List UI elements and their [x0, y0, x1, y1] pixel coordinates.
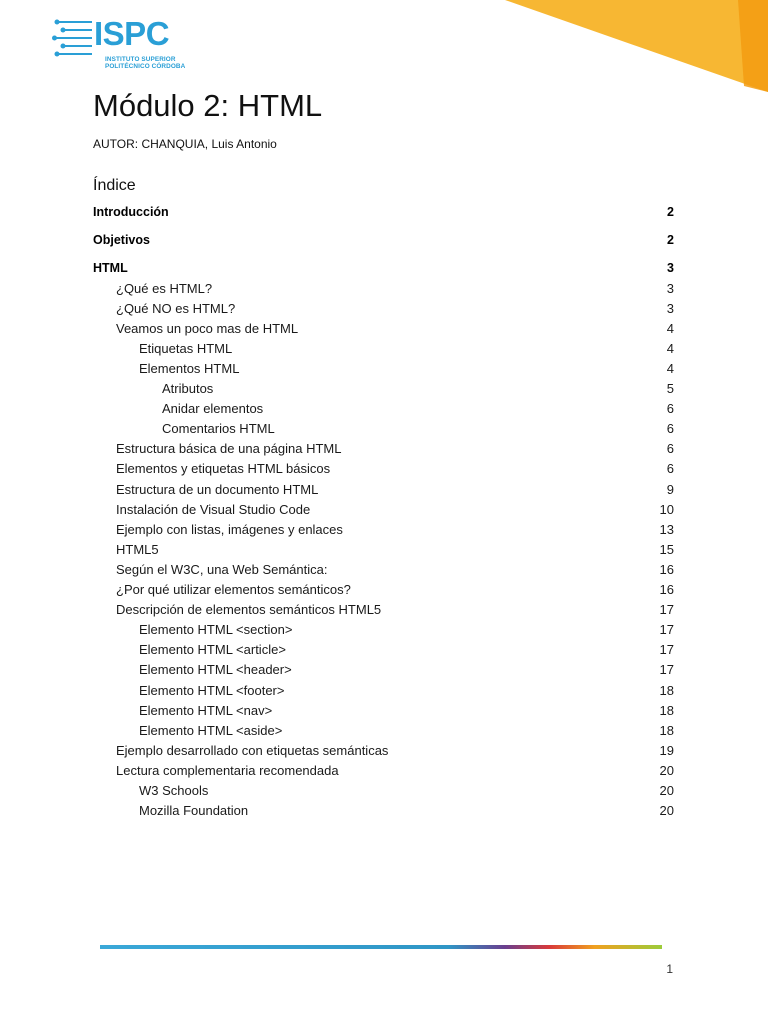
toc-entry-label: Ejemplo desarrollado con etiquetas semánticas — [116, 742, 389, 758]
toc-entry-page: 9 — [666, 481, 674, 497]
toc-entry-page: 5 — [666, 381, 674, 396]
toc-entry[interactable] — [139, 802, 674, 820]
toc-entry-label: Ejemplo con listas, imágenes y enlaces — [116, 521, 343, 537]
toc-entry-page: 16 — [659, 582, 674, 597]
document-title: Módulo 2: HTML — [93, 88, 323, 123]
toc-entry-label: Lectura complementaria recomendada — [116, 762, 339, 778]
toc-entry-page: 19 — [659, 742, 674, 758]
toc-entry[interactable] — [116, 581, 674, 599]
toc-entry-label: Introducción — [93, 205, 169, 219]
toc-entry[interactable] — [116, 299, 674, 317]
toc-entry[interactable] — [116, 761, 674, 779]
toc-entry-page: 17 — [659, 662, 674, 678]
toc-entry[interactable] — [139, 359, 674, 377]
toc-entry-page: 6 — [666, 401, 674, 417]
toc-entry-label: Etiquetas HTML — [139, 340, 233, 356]
toc-entry-label: Objetivos — [93, 233, 150, 247]
toc-entry[interactable] — [116, 520, 674, 538]
logo-subtitle-line2: POLITÉCNICO CÓRDOBA — [105, 63, 186, 70]
toc-entry[interactable] — [116, 560, 674, 578]
toc-entry[interactable] — [93, 231, 674, 249]
toc-entry-page: 20 — [659, 803, 674, 819]
toc-entry[interactable] — [116, 460, 674, 478]
toc-entry-label: Anidar elementos — [162, 401, 264, 417]
toc-entry-label: ¿Qué es HTML? — [116, 280, 213, 296]
toc-entry-label: Elemento HTML <header> — [139, 662, 292, 678]
toc-entry[interactable] — [139, 641, 674, 659]
toc-entry-page: 18 — [659, 702, 674, 718]
toc-entry-label: Según el W3C, una Web Semántica: — [116, 561, 328, 577]
toc-entry[interactable] — [116, 540, 674, 558]
toc-entry-label: ¿Por qué utilizar elementos semánticos? — [116, 582, 351, 597]
toc-entry-page: 3 — [667, 261, 674, 275]
toc-entry-label: Elementos HTML — [139, 360, 240, 376]
toc-entry-page: 20 — [659, 762, 674, 778]
toc-entry-label: Elemento HTML <footer> — [139, 682, 285, 698]
footer-gradient-line — [100, 945, 662, 949]
toc-entry-label: Elemento HTML <aside> — [139, 722, 283, 738]
toc-entry-label: Veamos un poco mas de HTML — [116, 320, 299, 336]
toc-entry[interactable] — [139, 661, 674, 679]
toc-entry-page: 4 — [666, 360, 674, 376]
page-number: 1 — [666, 962, 673, 976]
toc-entry[interactable] — [139, 701, 674, 719]
toc-entry[interactable] — [116, 279, 674, 297]
toc-entry[interactable] — [139, 721, 674, 739]
toc-entry[interactable] — [93, 203, 674, 221]
toc-entry-label: Instalación de Visual Studio Code — [116, 501, 311, 517]
toc-entry[interactable] — [139, 339, 674, 357]
toc-entry-label: HTML — [93, 261, 128, 275]
document-author: AUTOR: CHANQUIA, Luis Antonio — [93, 137, 277, 151]
toc-entry-page: 2 — [667, 233, 674, 247]
logo-wordmark: ISPC — [94, 15, 170, 52]
toc-entry[interactable] — [116, 480, 674, 498]
toc-entry-label: Elemento HTML <article> — [139, 642, 286, 658]
toc-entry-page: 2 — [667, 205, 674, 219]
toc-entry-label: Comentarios HTML — [162, 421, 275, 437]
toc-entry-page: 17 — [659, 622, 674, 638]
toc-entry[interactable] — [116, 440, 674, 458]
toc-entry-page: 6 — [666, 461, 674, 477]
toc-entry-label: Estructura básica de una página HTML — [116, 441, 342, 457]
toc-entry-page: 18 — [659, 682, 674, 698]
toc-entry-page: 3 — [666, 280, 674, 296]
toc-entry-page: 15 — [659, 541, 674, 557]
toc-entry-page: 20 — [659, 783, 674, 798]
toc-entry-label: Elemento HTML <nav> — [139, 702, 273, 718]
toc-entry[interactable] — [139, 621, 674, 639]
toc-entry-page: 6 — [666, 421, 674, 437]
index-heading: Índice — [93, 177, 136, 194]
toc-entry-label: Elementos y etiquetas HTML básicos — [116, 461, 331, 477]
toc-entry-page: 4 — [666, 320, 674, 336]
logo-subtitle-line1: INSTITUTO SUPERIOR — [105, 56, 176, 63]
toc-entry[interactable] — [162, 420, 674, 438]
toc-entry[interactable] — [162, 380, 674, 398]
toc-entry-page: 3 — [666, 300, 674, 316]
toc-entry-label: W3 Schools — [139, 783, 209, 798]
toc-entry[interactable] — [162, 400, 674, 418]
toc-entry[interactable] — [93, 259, 674, 277]
toc-entry-page: 13 — [659, 521, 674, 537]
toc-entry[interactable] — [116, 741, 674, 759]
toc-entry-page: 17 — [659, 642, 674, 658]
toc-entry-page: 16 — [659, 561, 674, 577]
toc-entry-label: Elemento HTML <section> — [139, 622, 293, 638]
toc-entry-label: Descripción de elementos semánticos HTML5 — [116, 602, 382, 618]
toc-entry-label: Atributos — [162, 381, 214, 396]
toc-entry[interactable] — [139, 782, 674, 800]
toc-entry[interactable] — [116, 601, 674, 619]
toc-entry[interactable] — [116, 319, 674, 337]
toc-entry-label: HTML5 — [116, 541, 159, 557]
toc-entry-label: Estructura de un documento HTML — [116, 481, 319, 497]
toc-entry-label: Mozilla Foundation — [139, 803, 249, 819]
toc-entry[interactable] — [116, 500, 674, 518]
toc-entry-page: 10 — [659, 501, 674, 517]
toc-entry-label: ¿Qué NO es HTML? — [116, 300, 236, 316]
toc-entry-page: 17 — [659, 602, 674, 618]
toc-entry-page: 18 — [659, 722, 674, 738]
toc-entry[interactable] — [139, 681, 674, 699]
toc-entry-page: 6 — [666, 441, 674, 457]
toc-entry-page: 4 — [666, 340, 674, 356]
